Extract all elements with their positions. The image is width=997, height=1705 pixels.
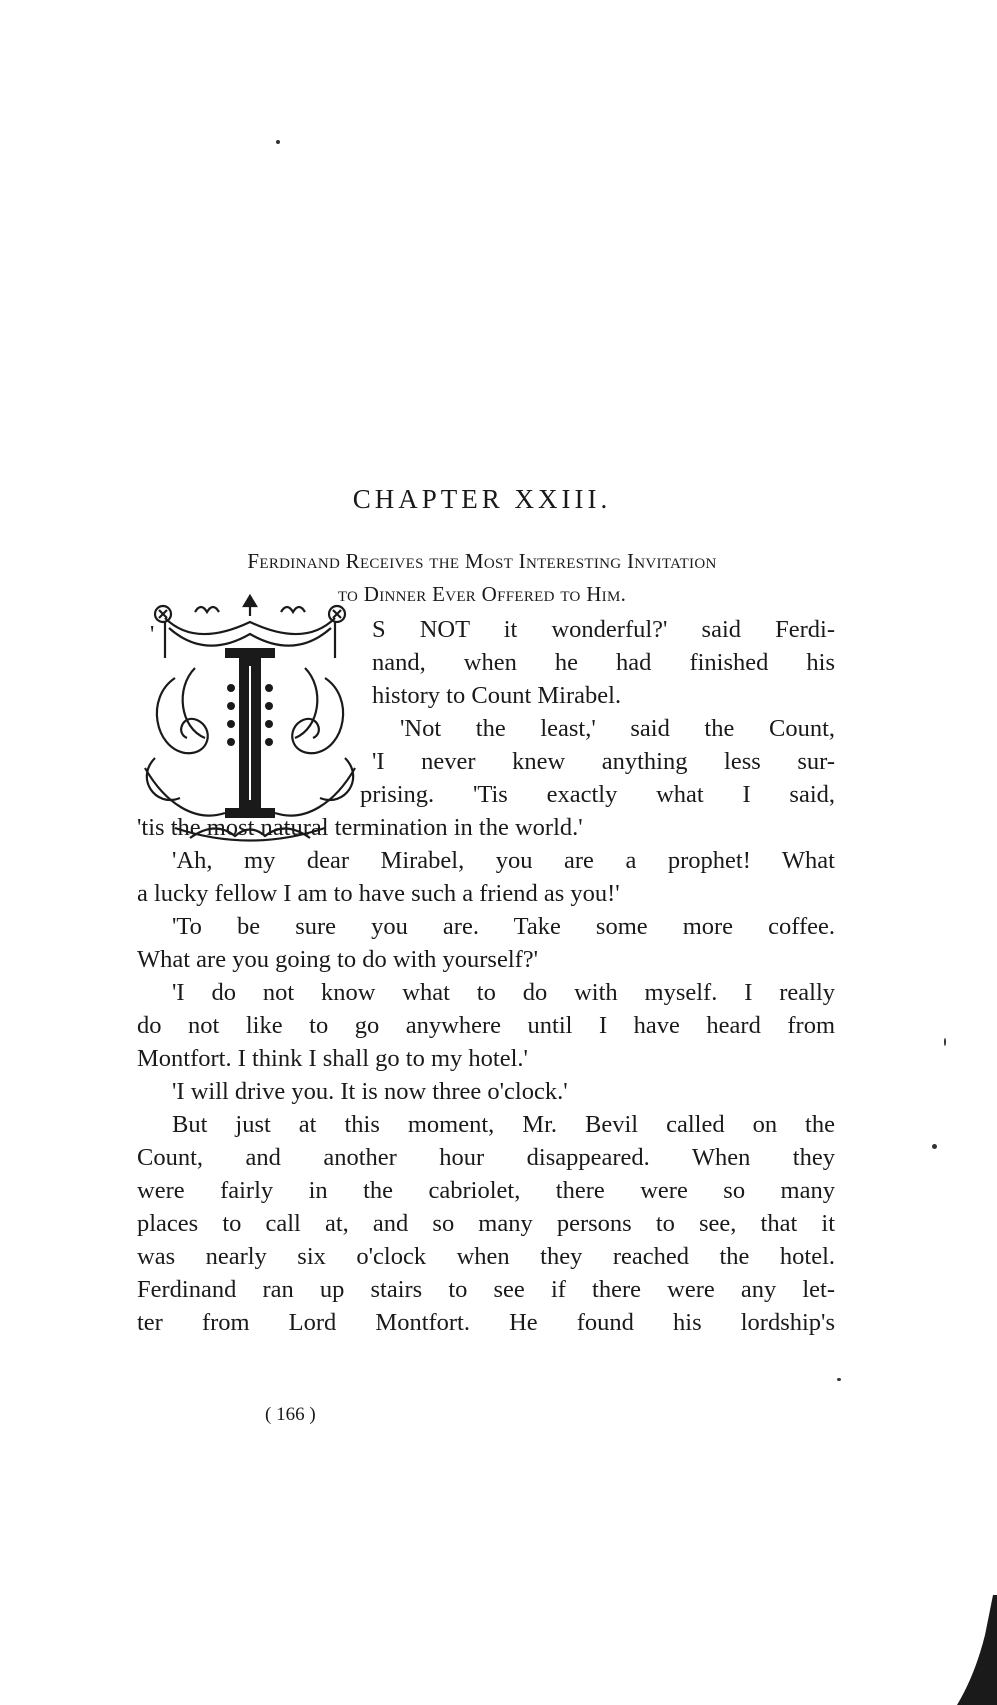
body-line-3: a lucky fellow I am to have such a friend as you!' bbox=[137, 880, 620, 907]
second-paragraph-line-3: prising. 'Tis exactly what I said, bbox=[360, 781, 835, 808]
body-line-13: places to call at, and so many persons to see, that it bbox=[137, 1210, 835, 1237]
chapter-subtitle-line-1: Ferdinand Receives the Most Interesting Invitation bbox=[247, 549, 717, 573]
body-line-15: Ferdinand ran up stairs to see if there were any let- bbox=[137, 1276, 835, 1303]
body-text bbox=[137, 811, 835, 1339]
body-line-11: Count, and another hour disappeared. When they bbox=[137, 1144, 835, 1171]
first-paragraph-line-1: S NOT it wonderful?' said Ferdi- bbox=[372, 616, 835, 643]
first-paragraph-line-3: history to Count Mirabel. bbox=[372, 682, 622, 709]
body-line-7: do not like to go anywhere until I have heard from bbox=[137, 1012, 835, 1039]
body-line-12: were fairly in the cabriolet, there were so many bbox=[137, 1177, 835, 1204]
body-line-9: 'I will drive you. It is now three o'clock.' bbox=[172, 1078, 568, 1105]
body-line-5: What are you going to do with yourself?' bbox=[137, 946, 539, 973]
second-paragraph-line-2: 'I never knew anything less sur- bbox=[372, 748, 835, 775]
scan-speck bbox=[837, 1378, 841, 1381]
body-line-6: 'I do not know what to do with myself. I really bbox=[172, 979, 835, 1006]
body-line-10: But just at this moment, Mr. Bevil called on the bbox=[172, 1111, 835, 1138]
body-line-2: 'Ah, my dear Mirabel, you are a prophet! What bbox=[172, 847, 835, 874]
page-number: ( 166 ) bbox=[265, 1404, 316, 1425]
opening-quote: ' bbox=[150, 622, 155, 648]
scan-speck bbox=[932, 1144, 937, 1149]
scan-speck bbox=[944, 1038, 946, 1046]
first-paragraph-line-2: nand, when he had finished his bbox=[372, 649, 835, 676]
body-line-8: Montfort. I think I shall go to my hotel.' bbox=[137, 1045, 528, 1072]
first-paragraph bbox=[360, 613, 835, 811]
chapter-title: CHAPTER XXIII. bbox=[352, 484, 612, 514]
scan-speck bbox=[276, 140, 280, 144]
body-line-4: 'To be sure you are. Take some more coffee. bbox=[172, 913, 835, 940]
scan-edge-mark-icon bbox=[955, 1595, 997, 1705]
body-line-14: was nearly six o'clock when they reached the hotel. bbox=[137, 1243, 835, 1270]
second-paragraph-line-1: 'Not the least,' said the Count, bbox=[400, 715, 835, 742]
chapter-subtitle-line-2: to Dinner Ever Offered to Him. bbox=[337, 582, 627, 606]
body-line-1: 'tis the most natural termination in the world.' bbox=[137, 814, 583, 841]
body-line-16: ter from Lord Montfort. He found his lordship's bbox=[137, 1309, 835, 1336]
